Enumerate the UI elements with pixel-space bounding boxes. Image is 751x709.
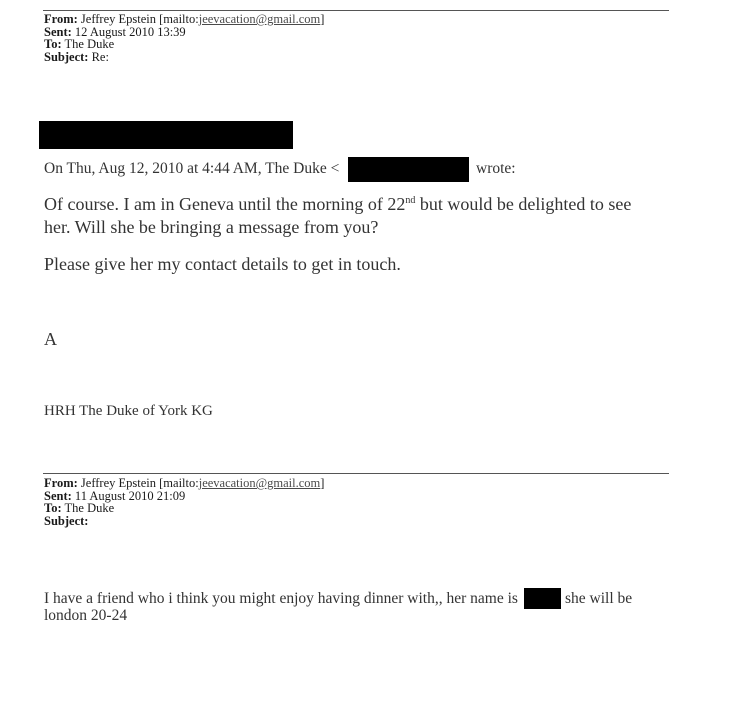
body-line-3: Please give her my contact details to get in touch. [44, 254, 401, 274]
from-email-link[interactable]: jeevacation@gmail.com [198, 12, 321, 26]
quote-intro-suffix: wrote: [476, 160, 516, 177]
redaction-block-email [348, 157, 469, 182]
sent-label: Sent: [44, 488, 72, 503]
to-value: The Duke [64, 501, 115, 516]
top-email-divider [43, 10, 669, 11]
body-line-1-superscript: nd [405, 195, 416, 206]
redaction-block-large [39, 121, 293, 149]
quote-intro-prefix: On Thu, Aug 12, 2010 at 4:44 AM, The Duke < [44, 160, 340, 177]
bottom-email-header [44, 477, 324, 527]
to-label: To: [44, 501, 62, 516]
from-label: From: [44, 12, 78, 26]
bottom-body-line-1-end: she will be [565, 590, 633, 607]
from-close-bracket: ] [320, 12, 325, 26]
bottom-email-divider [43, 473, 669, 474]
bottom-body-line-2: london 20-24 [44, 607, 128, 624]
from-label: From: [44, 476, 78, 490]
subject-label: Subject: [44, 513, 89, 528]
sent-value: 12 August 2010 13:39 [74, 24, 186, 39]
bottom-body-line-1-start: I have a friend who i think you might enjoy having dinner with,, her name is [44, 590, 518, 607]
signature: HRH The Duke of York KG [44, 403, 213, 419]
body-line-1 [44, 194, 631, 215]
top-email-header [44, 13, 324, 63]
to-value: The Duke [64, 37, 115, 52]
subject-line [44, 51, 324, 64]
subject-line [44, 515, 324, 528]
body-line-1-start: Of course. I am in Geneva until the morning of 22 [44, 194, 406, 214]
subject-label: Subject: [44, 49, 89, 64]
sent-label: Sent: [44, 24, 72, 39]
subject-value: Re: [91, 49, 109, 64]
redaction-block-name [524, 588, 561, 609]
from-close-bracket: ] [320, 476, 325, 490]
signoff-initial: A [44, 329, 57, 349]
sent-value: 11 August 2010 21:09 [74, 488, 186, 503]
body-line-2: her. Will she be bringing a message from you? [44, 217, 379, 237]
from-name: Jeffrey Epstein [mailto: [80, 476, 199, 490]
body-line-1-end: but would be delighted to see [415, 194, 632, 214]
from-email-link[interactable]: jeevacation@gmail.com [198, 476, 321, 490]
to-label: To: [44, 37, 62, 52]
from-name: Jeffrey Epstein [mailto: [80, 12, 199, 26]
